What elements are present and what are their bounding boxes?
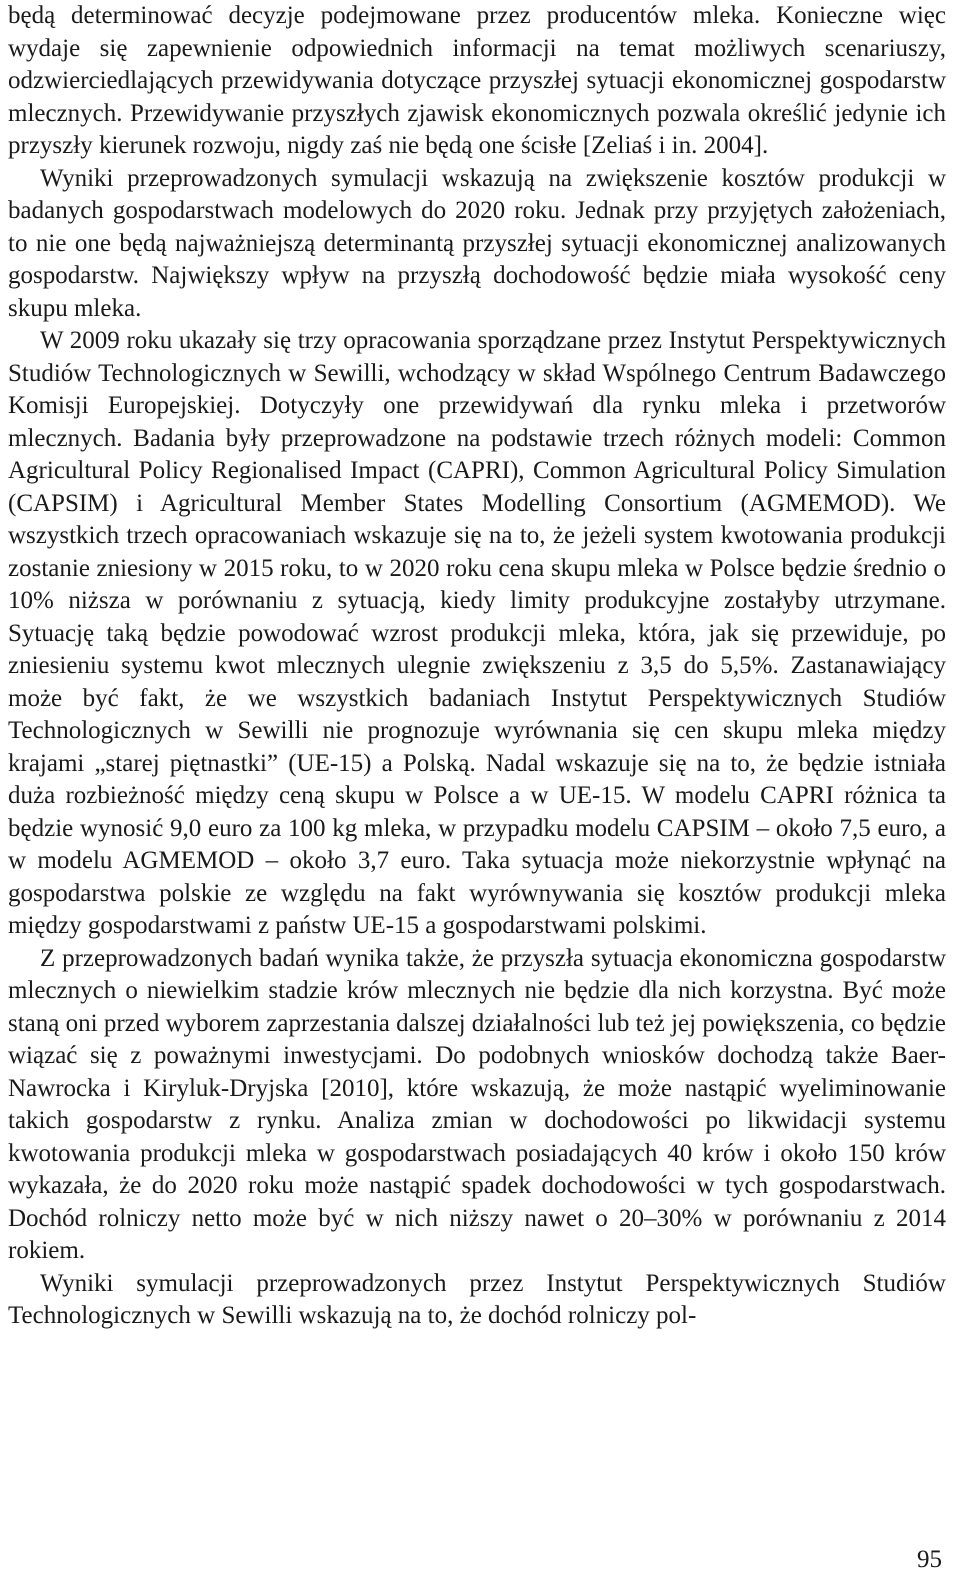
paragraph-3: W 2009 roku ukazały się trzy opracowania sporządzane przez Instytut Perspektywicznych Studiów Technologicznych w Sewilli, wchodzący w skład Wspólnego Centrum Badawczego Komisji Europejskiej. Dotyczyły one przewidywań dla rynku mleka i przetworów mlecznych. Badania były przeprowadzone na podstawie trzech różnych modeli: Common Agricultural Policy Regionalised Impact (CAPRI), Common Agricultural Policy Simulation (CAPSIM) i Agricultural Member States Modelling Consortium (AGMEMOD). We wszystkich trzech opracowaniach wskazuje się na to, że jeżeli system kwotowania produkcji zostanie zniesiony w 2015 roku, to w 2020 roku cena skupu mleka w Polsce będzie średnio o 10% niższa w porównaniu z sytuacją, kiedy limity produkcyjne zostałyby utrzymane. Sytuację taką będzie powodować wzrost produkcji mleka, która, jak się przewiduje, po zniesieniu systemu kwot mlecznych ulegnie zwiększeniu z 3,5 do 5,5%. Zastanawiający może być fakt, że we wszystkich badaniach Instytut Perspektywicznych Studiów Technologicznych w Sewilli nie prognozuje wyrównania się cen skupu mleka między krajami „starej piętnastki” (UE-15) a Polską. Nadal wskazuje się na to, że będzie istniała duża rozbieżność między ceną skupu w Polsce a w UE-15. W modelu CAPRI różnica ta będzie wynosić 9,0 euro za 100 kg mleka, w przypadku modelu CAPSIM – około 7,5 euro, a w modelu AGMEMOD – około 3,7 euro. Taka sytuacja może niekorzystnie wpłynąć na gospodarstwa polskie ze względu na fakt wyrównywania się kosztów produkcji mleka między gospodarstwami z państw UE-15 a gospodarstwami polskimi.	[8, 327, 946, 939]
page-body	[8, 0, 946, 1333]
paragraph-4: Z przeprowadzonych badań wynika także, że przyszła sytuacja ekonomiczna gospodarstw mlecznych o niewielkim stadzie krów mlecznych nie będzie dla nich korzystna. Być może staną oni przed wyborem zaprzestania dalszej działalności lub też jej powiększenia, co będzie wiązać się z poważnymi inwestycjami. Do podobnych wniosków dochodzą także Baer-Nawrocka i Kiryluk-Dryjska [2010], które wskazują, że może nastąpić wyeliminowanie takich gospodarstw z rynku. Analiza zmian w dochodowości po likwidacji systemu kwotowania produkcji mleka w gospodarstwach posiadających 40 krów i około 150 krów wykazała, że do 2020 roku może nastąpić spadek dochodowości w tych gospodarstwach. Dochód rolniczy netto może być w nich niższy nawet o 20–30% w porównaniu z 2014 rokiem.	[8, 944, 946, 1264]
paragraph-1: będą determinować decyzje podejmowane przez producentów mleka. Konieczne więc wydaje się zapewnienie odpowiednich informacji na temat możliwych scenariuszy, odzwierciedlających przewidywania dotyczące przyszłej sytuacji ekonomicznej gospodarstw mlecznych. Przewidywanie przyszłych zjawisk ekonomicznych pozwala określić jedynie ich przyszły kierunek rozwoju, nigdy zaś nie będą one ścisłe [Zeliaś i in. 2004].	[8, 2, 946, 159]
paragraph-5: Wyniki symulacji przeprowadzonych przez Instytut Perspektywicznych Studiów Technologicznych w Sewilli wskazują na to, że dochód rolniczy pol-	[8, 1269, 946, 1329]
paragraph-2: Wyniki przeprowadzonych symulacji wskazują na zwiększenie kosztów produkcji w badanych gospodarstwach modelowych do 2020 roku. Jednak przy przyjętych założeniach, to nie one będą najważniejszą determinantą przyszłej sytuacji ekonomicznej analizowanych gospodarstw. Największy wpływ na przyszłą dochodowość będzie miała wysokość ceny skupu mleka.	[8, 164, 946, 322]
page-number: 95	[917, 1546, 942, 1573]
